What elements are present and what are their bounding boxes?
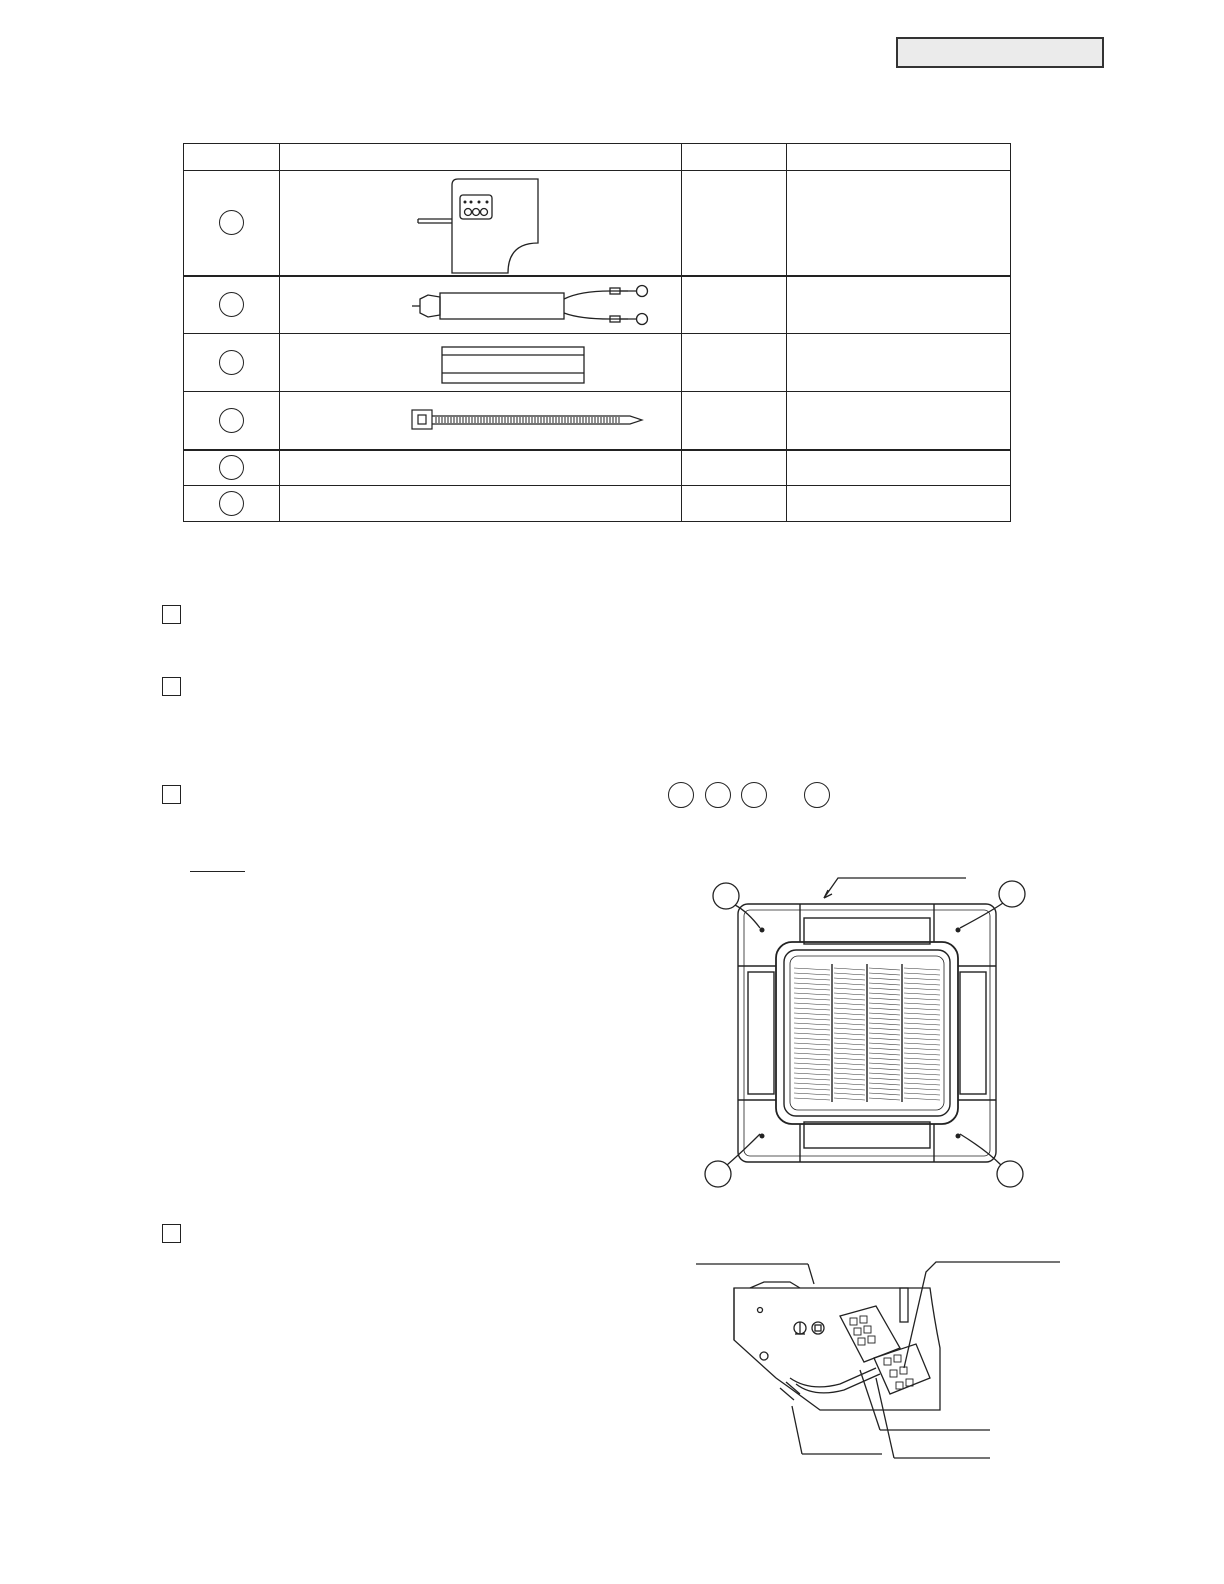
header-tag-box [896,37,1104,68]
sensor-wire-part-icon [280,277,680,333]
terminal-block-drawing-icon [690,1258,1070,1468]
step-3-checkbox[interactable] [162,785,181,804]
part-ref-circle [668,782,694,808]
table-row [184,450,1011,486]
row-number-circle [219,408,244,433]
col-header-qty [682,144,787,171]
part-ref-circle [705,782,731,808]
row-number-circle [219,491,244,516]
col-header-usage [787,144,1011,171]
tape-strip-part-icon [280,335,680,391]
row-number-circle [219,292,244,317]
cable-tie-part-icon [280,392,680,448]
note-heading-underline [190,871,245,872]
table-row [184,486,1011,522]
step-2-checkbox[interactable] [162,677,181,696]
step-4-checkbox[interactable] [162,1224,181,1243]
row-number-circle [219,210,244,235]
part-ref-circle [804,782,830,808]
table-row [184,392,1011,450]
row-number-circle [219,350,244,375]
col-header-part [280,144,682,171]
table-row [184,276,1011,334]
ceiling-panel-drawing-icon [690,868,1040,1198]
part-ref-circle [741,782,767,808]
parts-table [183,143,1011,522]
table-header-row [184,144,1011,171]
col-header-no [184,144,280,171]
row-number-circle [219,455,244,480]
table-row [184,334,1011,392]
table-row [184,171,1011,276]
step-1-checkbox[interactable] [162,605,181,624]
control-box-part-icon [280,171,680,274]
